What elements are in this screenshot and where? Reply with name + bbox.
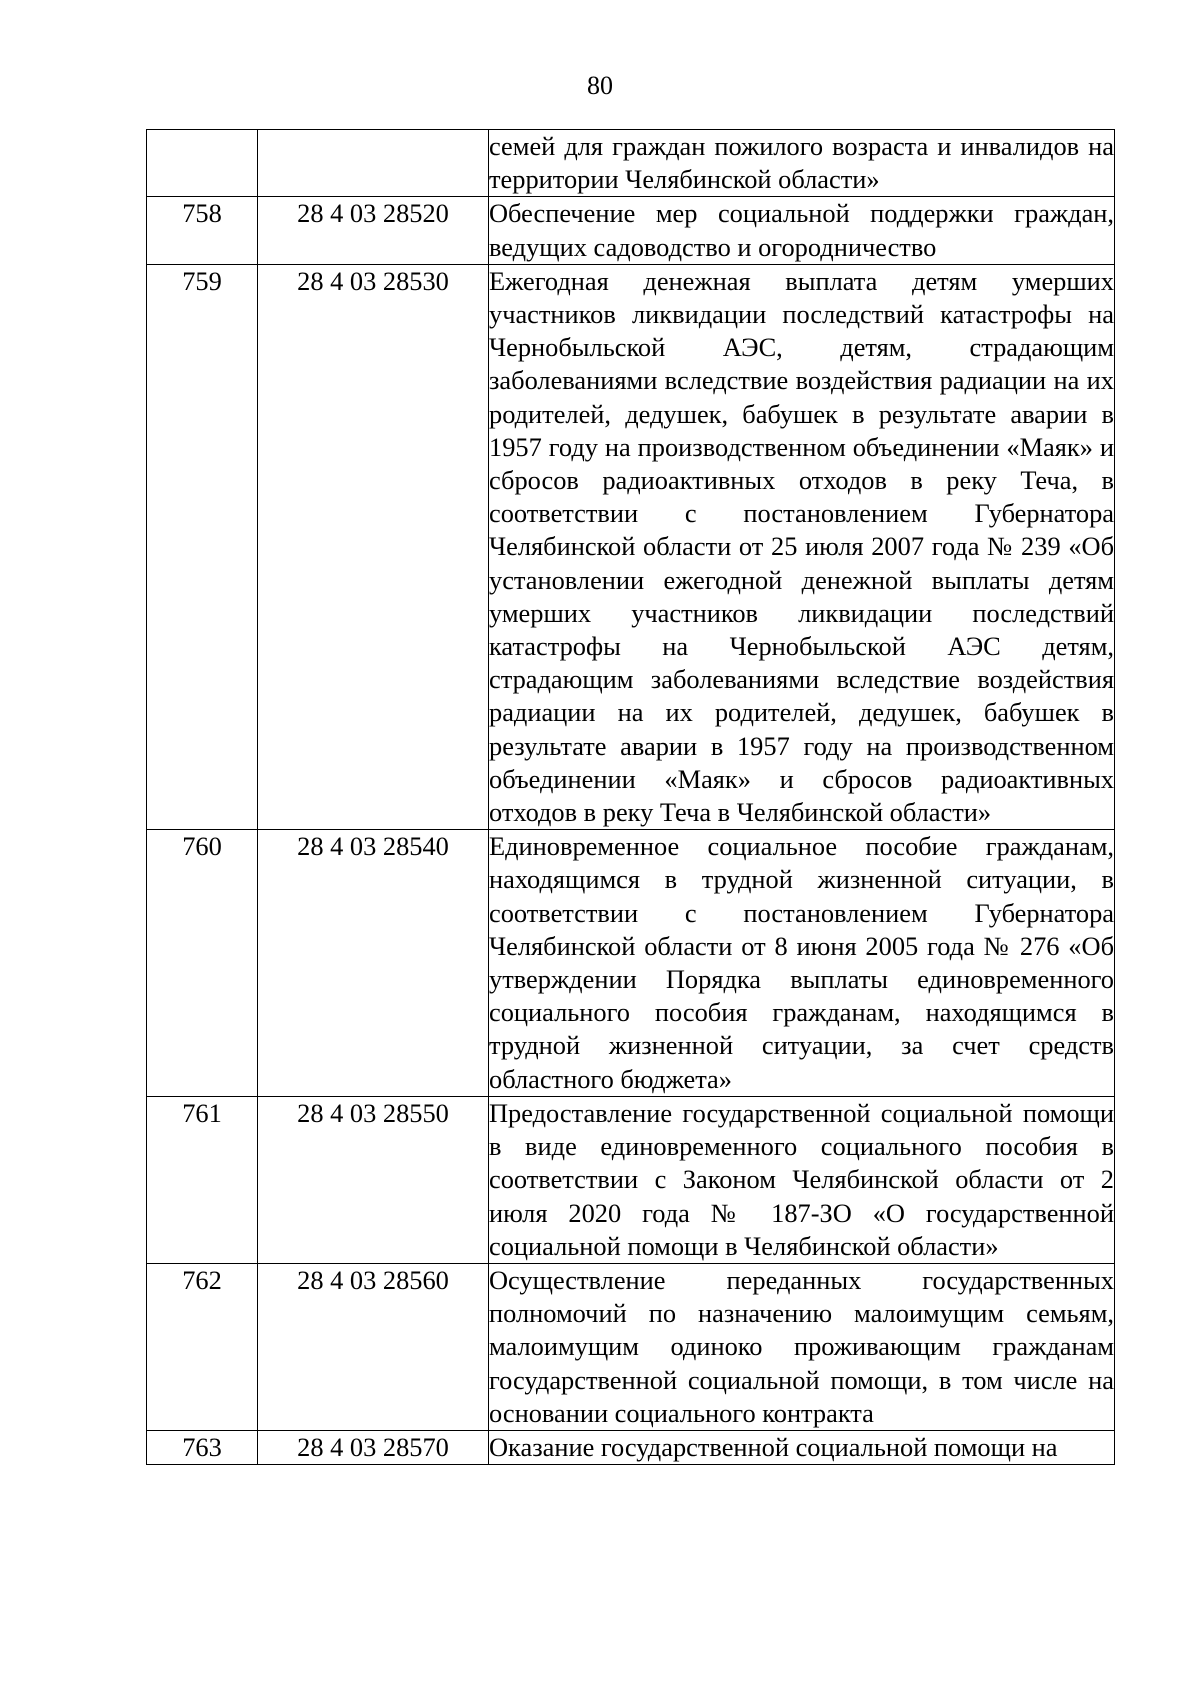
table-row — [147, 130, 1115, 197]
page-number: 80 — [587, 71, 613, 100]
item-description: Ежегодная денежная выплата детям умерших участников ликвидации последствий катастрофы на Чернобыльской АЭС, детям, страдающим заболеваниями вследствие воздействия радиации на их родителей, дедушек, бабушек в результате аварии в 1957 году на производственном объединении «Маяк» и сбросов радиоактивных отходов в реку Теча, в соответствии с постановлением Губернатора Челябинской области от 25 июля 2007 года № 239 «Об установлении ежегодной денежной выплаты детям умерших участников ликвидации последствий катастрофы на Чернобыльской АЭС детям, страдающим заболеваниями вследствие воздействия радиации на их родителей, дедушек, бабушек в результате аварии в 1957 году на производственном объединении «Маяк» и сбросов радиоактивных отходов в реку Теча в Челябинской области» — [489, 264, 1115, 829]
item-description: Единовременное социальное пособие гражданам, находящимся в трудной жизненной ситуации, в соответствии с постановлением Губернатора Челябинской области от 8 июня 2005 года № 276 «Об утверждении Порядка выплаты единовременного социального пособия гражданам, находящимся в трудной жизненной ситуации, за счет средств областного бюджета» — [489, 830, 1115, 1097]
table-row — [147, 1430, 1115, 1464]
row-number: 760 — [147, 830, 258, 1097]
budget-code: 28 4 03 28520 — [258, 197, 489, 264]
item-description: Обеспечение мер социальной поддержки граждан, ведущих садоводство и огородничество — [489, 197, 1115, 264]
row-number: 759 — [147, 264, 258, 829]
item-description: Предоставление государственной социальной помощи в виде единовременного социального пособия в соответствии с Законом Челябинской области от 2 июля 2020 года № 187-ЗО «О государственной социальной помощи в Челябинской области» — [489, 1096, 1115, 1263]
budget-code-table — [146, 129, 1115, 1465]
item-description: семей для граждан пожилого возраста и инвалидов на территории Челябинской области» — [489, 130, 1115, 197]
item-description: Осуществление переданных государственных полномочий по назначению малоимущим семьям, малоимущим одиноко проживающим гражданам государственной социальной помощи, в том числе на основании социального контракта — [489, 1263, 1115, 1430]
row-number: 758 — [147, 197, 258, 264]
budget-code — [258, 130, 489, 197]
row-number — [147, 130, 258, 197]
budget-code: 28 4 03 28560 — [258, 1263, 489, 1430]
table-row — [147, 830, 1115, 1097]
budget-code: 28 4 03 28540 — [258, 830, 489, 1097]
table-row — [147, 264, 1115, 829]
table-row — [147, 1096, 1115, 1263]
row-number: 762 — [147, 1263, 258, 1430]
table-row — [147, 197, 1115, 264]
budget-code: 28 4 03 28570 — [258, 1430, 489, 1464]
budget-code: 28 4 03 28530 — [258, 264, 489, 829]
budget-code: 28 4 03 28550 — [258, 1096, 489, 1263]
item-description: Оказание государственной социальной помощи на — [489, 1430, 1115, 1464]
table-row — [147, 1263, 1115, 1430]
row-number: 763 — [147, 1430, 258, 1464]
row-number: 761 — [147, 1096, 258, 1263]
